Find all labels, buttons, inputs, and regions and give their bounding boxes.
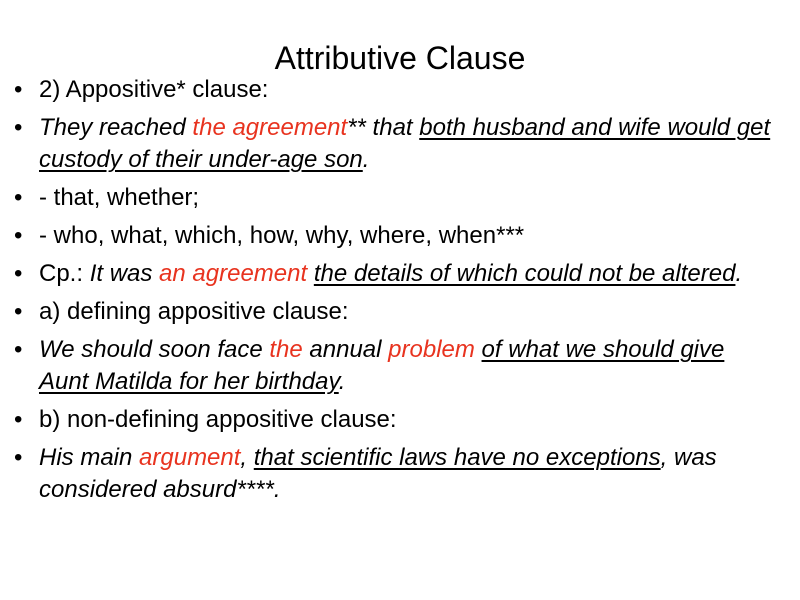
highlighted-article: the: [269, 336, 303, 363]
bullet-icon: •: [14, 336, 23, 363]
bullet-example-agreement: [14, 112, 774, 176]
bullet-list: [14, 74, 774, 512]
bullet-text: b) non-defining appositive clause:: [39, 406, 397, 433]
bullet-compare-example: [14, 258, 774, 290]
example-text: .: [735, 260, 743, 287]
highlighted-noun: problem: [388, 336, 475, 363]
bullet-text: Cp.:: [39, 260, 90, 287]
underlined-clause: that scientific laws have no exceptions: [253, 444, 661, 471]
example-text: They reached: [39, 114, 193, 141]
bullet-appositive-heading: [14, 74, 774, 106]
bullet-defining-heading: [14, 296, 774, 328]
bullet-icon: •: [14, 260, 23, 287]
bullet-icon: •: [14, 76, 23, 103]
example-text: , was considered absurd****.: [39, 444, 717, 503]
highlighted-noun: an agreement: [159, 260, 308, 287]
example-text: .: [338, 368, 346, 395]
bullet-non-defining-heading: [14, 404, 774, 436]
example-text: It was: [89, 260, 160, 287]
underlined-clause: the details of which could not be altered: [313, 260, 736, 287]
bullet-example-problem: [14, 334, 774, 398]
bullet-pronouns: [14, 220, 774, 252]
underlined-clause: both husband and wife would get custody of their under-age son: [39, 114, 771, 173]
bullet-icon: •: [14, 444, 23, 471]
example-text: ** that: [347, 114, 420, 141]
bullet-icon: •: [14, 114, 23, 141]
highlighted-noun: the agreement: [192, 114, 348, 141]
bullet-icon: •: [14, 184, 23, 211]
example-text: annual: [302, 336, 389, 363]
bullet-text: a) defining appositive clause:: [39, 298, 349, 325]
example-text: .: [362, 146, 370, 173]
underlined-clause: of what we should give Aunt Matilda for her birthday: [39, 336, 725, 395]
example-text: [475, 336, 482, 363]
bullet-icon: •: [14, 222, 23, 249]
example-text: His main: [39, 444, 140, 471]
bullet-text: 2) Appositive* clause:: [39, 76, 269, 103]
highlighted-noun: argument: [139, 444, 241, 471]
bullet-example-argument: [14, 442, 774, 506]
bullet-conjunctions: [14, 182, 774, 214]
example-text: ,: [240, 444, 254, 471]
slide-title: Attributive Clause: [274, 40, 526, 76]
bullet-icon: •: [14, 298, 23, 325]
example-text: [307, 260, 314, 287]
bullet-text: - who, what, which, how, why, where, when***: [39, 222, 525, 249]
example-text: We should soon face: [39, 336, 270, 363]
bullet-icon: •: [14, 406, 23, 433]
bullet-text: - that, whether;: [39, 184, 200, 211]
